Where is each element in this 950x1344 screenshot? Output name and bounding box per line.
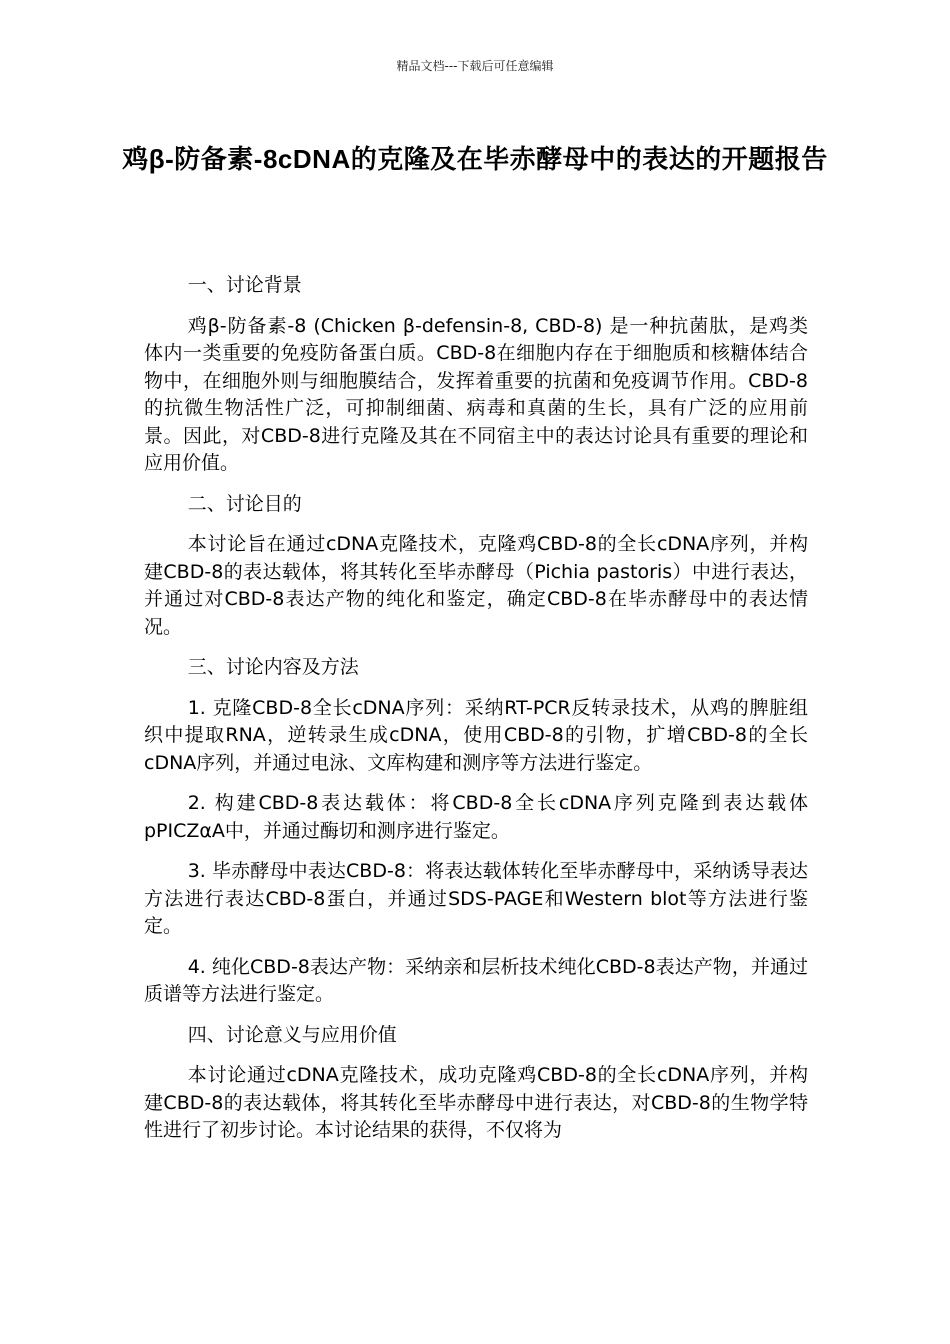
document-body — [144, 272, 808, 1158]
paragraph-purpose: 本讨论旨在通过cDNA克隆技术，克隆鸡CBD-8的全长cDNA序列，并构建CBD-8的表达载体，将其转化至毕赤酵母（Pichia pastoris）中进行表达，并通过对CBD-8表达产物的纯化和鉴定，确定CBD-8在毕赤酵母中的表达情况。 — [144, 533, 808, 638]
section-heading-purpose: 二、讨论目的 — [187, 492, 302, 515]
section-heading-methods: 三、讨论内容及方法 — [187, 656, 359, 678]
paragraph-method-4: 4. 纯化CBD-8表达产物：采纳亲和层析技术纯化CBD-8表达产物，并通过质谱等方法进行鉴定。 — [144, 955, 808, 1005]
section-heading-background: 一、讨论背景 — [187, 274, 302, 296]
paragraph-method-3: 3. 毕赤酵母中表达CBD-8：将表达载体转化至毕赤酵母中，采纳诱导表达方法进行表达CBD-8蛋白，并通过SDS-PAGE和Western blot等方法进行鉴定。 — [144, 860, 808, 937]
paragraph-background: 鸡β-防备素-8 (Chicken β-defensin-8, CBD-8) 是一种抗菌肽，是鸡类体内一类重要的免疫防备蛋白质。CBD-8在细胞内存在于细胞质和核糖体结合物中，在细胞外则与细胞膜结合，发挥着重要的抗菌和免疫调节作用。CBD-8的抗微生物活性广泛，可抑制细菌、病毒和真菌的生长，具有广泛的应用前景。因此，对CBD-8进行克隆及其在不同宿主中的表达讨论具有重要的理论和应用价值。 — [144, 314, 808, 474]
paragraph-method-1: 1. 克隆CBD-8全长cDNA序列：采纳RT-PCR反转录技术，从鸡的脾脏组织中提取RNA，逆转录生成cDNA，使用CBD-8的引物，扩增CBD-8的全长cDNA序列，并通过电泳、文库构建和测序等方法进行鉴定。 — [144, 696, 808, 774]
section-heading-significance: 四、讨论意义与应用价值 — [187, 1023, 397, 1046]
document-title: 鸡β-防备素-8cDNA的克隆及在毕赤酵母中的表达的开题报告 — [122, 144, 828, 174]
paragraph-significance: 本讨论通过cDNA克隆技术，成功克隆鸡CBD-8的全长cDNA序列，并构建CBD-8的表达载体，将其转化至毕赤酵母中进行表达，对CBD-8的生物学特性进行了初步讨论。本讨论结果的获得，不仅将为 — [144, 1064, 808, 1141]
paragraph-method-2: 2. 构建CBD-8表达载体：将CBD-8全长cDNA序列克隆到表达载体pPICZαA中，并通过酶切和测序进行鉴定。 — [144, 792, 808, 842]
page-header-watermark: 精品文档---下载后可任意编辑 — [396, 59, 554, 73]
